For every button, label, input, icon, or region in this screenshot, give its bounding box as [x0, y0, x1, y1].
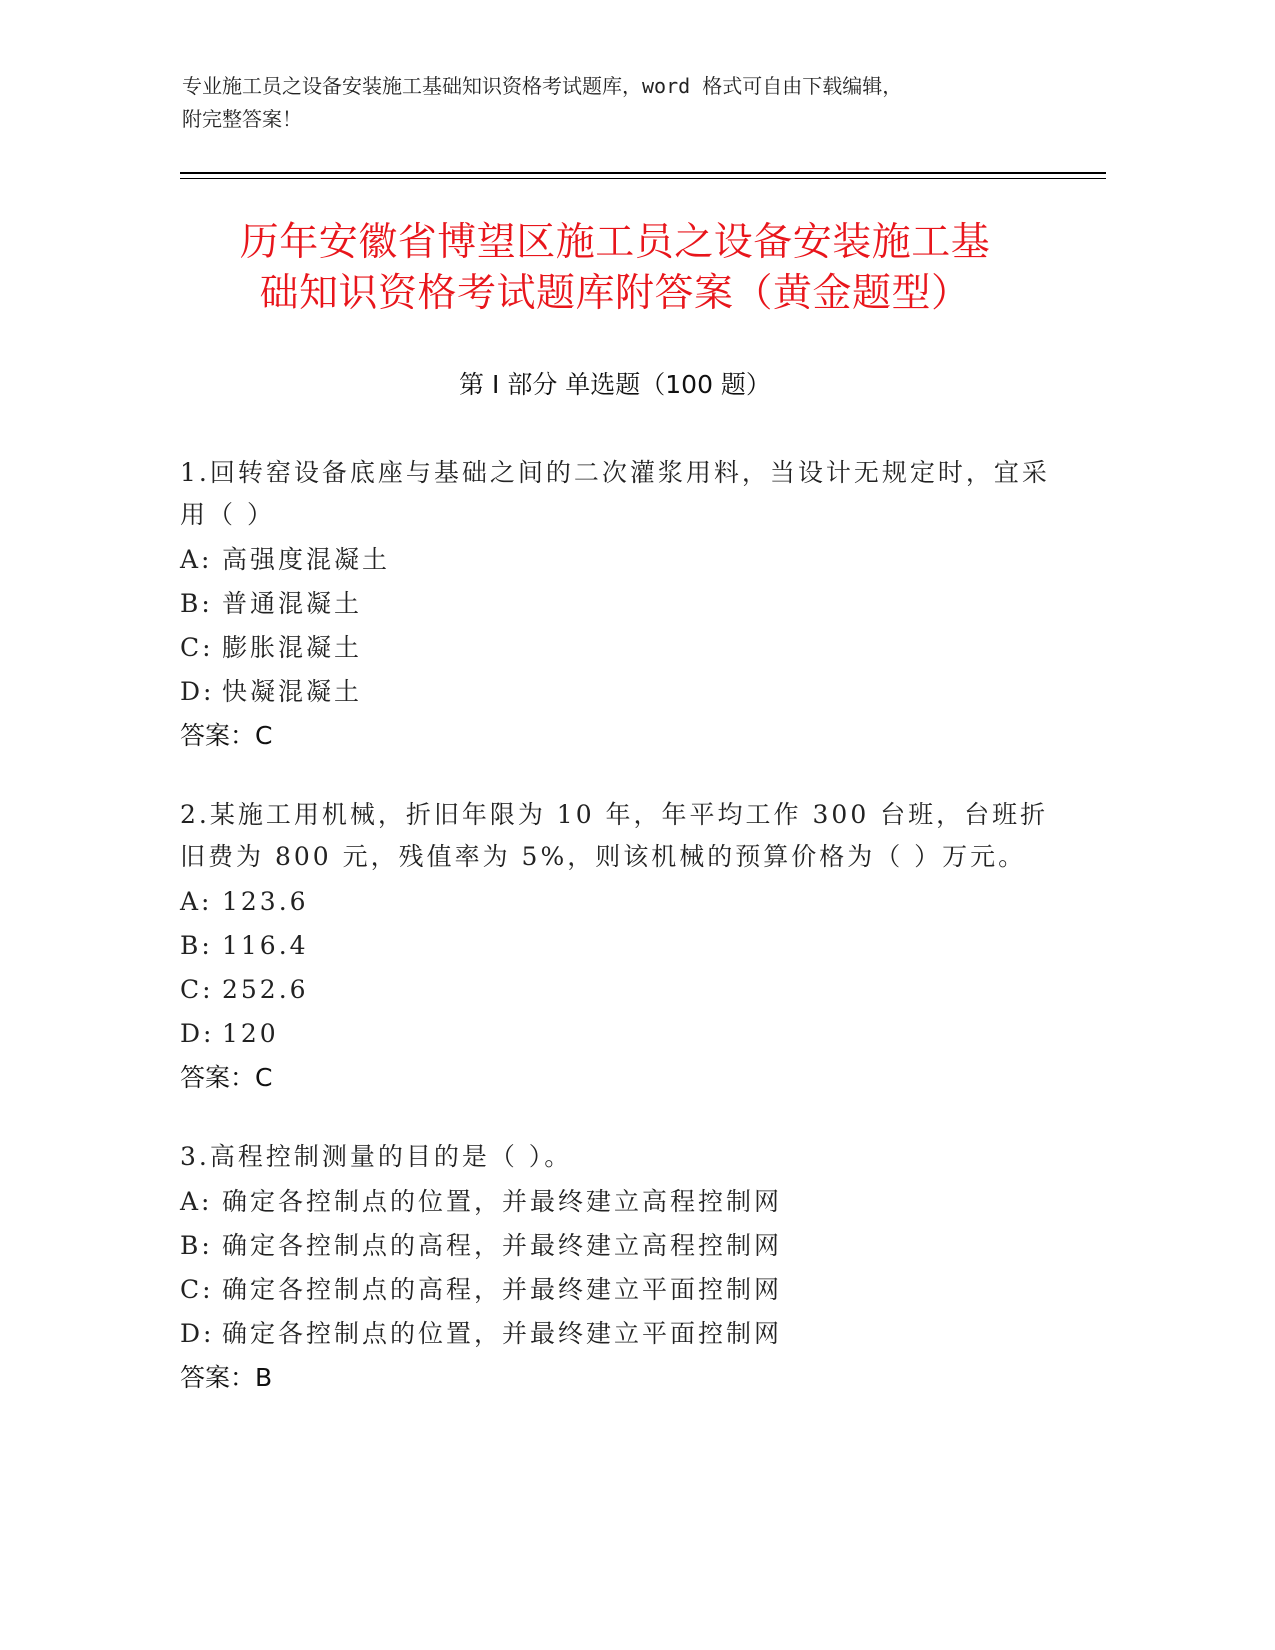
question-stem: 1.回转窑设备底座与基础之间的二次灌浆用料，当设计无规定时，宜采用（ ）: [180, 458, 1050, 529]
question-item: [180, 1136, 1060, 1400]
option-letter: B:: [180, 589, 213, 618]
option-letter: A:: [180, 887, 213, 916]
option-d: [180, 1012, 1060, 1056]
document-title: [180, 217, 1050, 319]
option-text: 高强度混凝土: [222, 545, 391, 574]
option-text: 120: [222, 1019, 279, 1048]
option-text: 普通混凝土: [222, 589, 363, 618]
option-b: [180, 1224, 1060, 1268]
option-letter: B:: [180, 1231, 213, 1260]
option-b: [180, 924, 1060, 968]
question-stem: 2.某施工用机械，折旧年限为 10 年，年平均工作 300 台班，台班折旧费为 800 元，残值率为 5%，则该机械的预算价格为（ ）万元。: [180, 800, 1049, 871]
question-stem: 3.高程控制测量的目的是（ ）。: [180, 1142, 573, 1171]
option-b: [180, 582, 1060, 626]
header-divider-thin: [180, 178, 1106, 179]
option-text: 123.6: [222, 887, 309, 916]
option-text: 快凝混凝土: [222, 677, 363, 706]
option-a: [180, 538, 1060, 582]
header-divider-thick: [180, 172, 1106, 174]
option-letter: D:: [180, 677, 215, 706]
question-item: [180, 452, 1060, 758]
question-item: [180, 794, 1060, 1100]
section-heading: 第 I 部分 单选题（100 题）: [459, 370, 771, 399]
option-a: [180, 880, 1060, 924]
header-note-line: 专业施工员之设备安装施工基础知识资格考试题库，word 格式可自由下载编辑，: [182, 74, 903, 98]
document-title-line: 础知识资格考试题库附答案（黄金题型）: [259, 271, 971, 316]
option-text: 252.6: [222, 975, 309, 1004]
option-letter: C:: [180, 633, 214, 662]
option-c: [180, 968, 1060, 1012]
header-note-line: 附完整答案！: [182, 107, 302, 131]
option-text: 确定各控制点的位置，并最终建立平面控制网: [222, 1319, 783, 1348]
header-note: [182, 70, 1082, 136]
answer-line: 答案：B: [180, 1363, 273, 1392]
answer-line: 答案：C: [180, 1063, 273, 1092]
answer-line: 答案：C: [180, 721, 273, 750]
option-letter: A:: [180, 545, 213, 574]
option-letter: C:: [180, 975, 214, 1004]
option-letter: D:: [180, 1019, 215, 1048]
option-d: [180, 670, 1060, 714]
option-c: [180, 1268, 1060, 1312]
option-text: 确定各控制点的高程，并最终建立平面控制网: [222, 1275, 783, 1304]
option-letter: C:: [180, 1275, 214, 1304]
option-a: [180, 1180, 1060, 1224]
option-text: 膨胀混凝土: [222, 633, 363, 662]
option-d: [180, 1312, 1060, 1356]
option-text: 116.4: [222, 931, 309, 960]
document-title-line: 历年安徽省博望区施工员之设备安装施工基: [239, 220, 991, 265]
question-list: [180, 452, 1060, 1436]
option-c: [180, 626, 1060, 670]
option-letter: A:: [180, 1187, 213, 1216]
option-letter: B:: [180, 931, 213, 960]
option-text: 确定各控制点的高程，并最终建立高程控制网: [222, 1231, 783, 1260]
option-text: 确定各控制点的位置，并最终建立高程控制网: [222, 1187, 783, 1216]
option-letter: D:: [180, 1319, 215, 1348]
